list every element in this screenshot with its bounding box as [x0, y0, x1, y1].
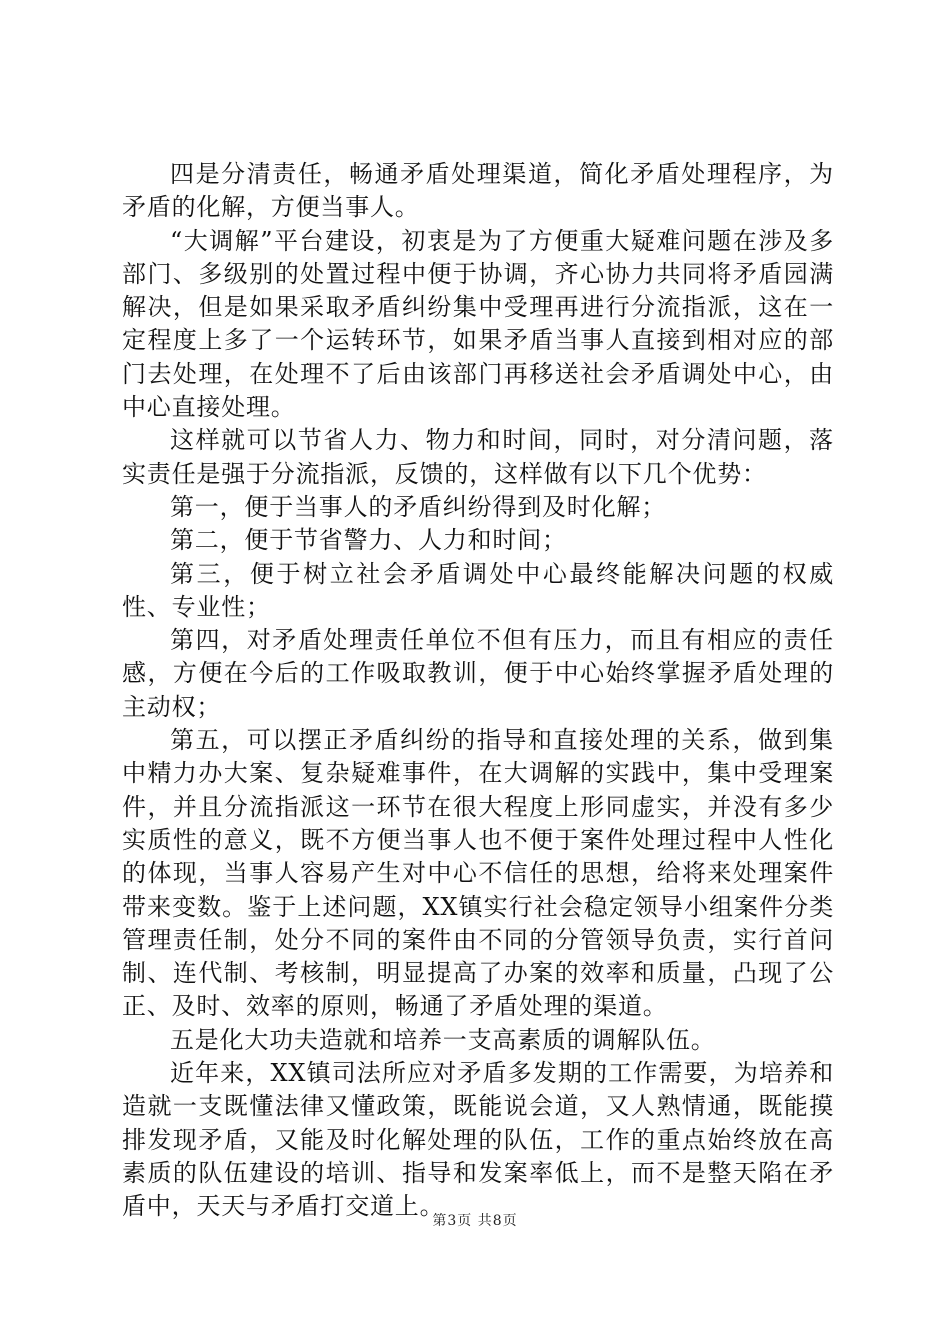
paragraph: 这样就可以节省人力、物力和时间，同时，对分清问题，落实责任是强于分流指派，反馈的，这样做有以下几个优势：	[122, 426, 834, 488]
paragraph: 第四，对矛盾处理责任单位不但有压力，而且有相应的责任感，方便在今后的工作吸取教训，便于中心始终掌握矛盾处理的主动权；	[122, 626, 834, 721]
paragraph: 第二，便于节省警力、人力和时间；	[170, 526, 567, 555]
paragraph: 四是分清责任，畅通矛盾处理渠道，简化矛盾处理程序，为矛盾的化解，方便当事人。	[122, 160, 834, 222]
paragraph: “大调解”平台建设，初衷是为了方便重大疑难问题在涉及多部门、多级别的处置过程中便于协调，齐心协力共同将矛盾园满解决，但是如果采取矛盾纠纷集中受理再进行分流指派，这在一定程度上多了一个运转环节，如果矛盾当事人直接到相对应的部门去处理，在处理不了后由该部门再移送社会矛盾调处中心，由中心直接处理。	[122, 226, 834, 422]
paragraph: 近年来，XX镇司法所应对矛盾多发期的工作需要，为培养和造就一支既懂法律又懂政策，既能说会道，又人熟情通，既能摸排发现矛盾，又能及时化解处理的队伍，工作的重点始终放在高素质的队伍建设的培训、指导和发案率低上，而不是整天陷在矛盾中，天天与矛盾打交道上。	[122, 1059, 834, 1221]
paragraph: 第五，可以摆正矛盾纠纷的指导和直接处理的关系，做到集中精力办大案、复杂疑难事件，在大调解的实践中，集中受理案件，并且分流指派这一环节在很大程度上形同虚实，并没有多少实质性的意义，既不方便当事人也不便于案件处理过程中人性化的体现，当事人容易产生对中心不信任的思想，给将来处理案件带来变数。鉴于上述问题，XX镇实行社会稳定领导小组案件分类管理责任制，处分不同的案件由不同的分管领导负责，实行首问制、连代制、考核制，明显提高了办案的效率和质量，凸现了公正、及时、效率的原则，畅通了矛盾处理的渠道。	[122, 726, 834, 1021]
paragraph: 第三，便于树立社会矛盾调处中心最终能解决问题的权威性、专业性；	[122, 559, 834, 621]
page-number: 第3页 共8页	[432, 1213, 518, 1229]
paragraph: 五是化大功夫造就和培养一支高素质的调解队伍。	[170, 1025, 716, 1054]
document-body	[122, 158, 834, 1224]
paragraph: 第一，便于当事人的矛盾纠纷得到及时化解；	[170, 492, 666, 521]
